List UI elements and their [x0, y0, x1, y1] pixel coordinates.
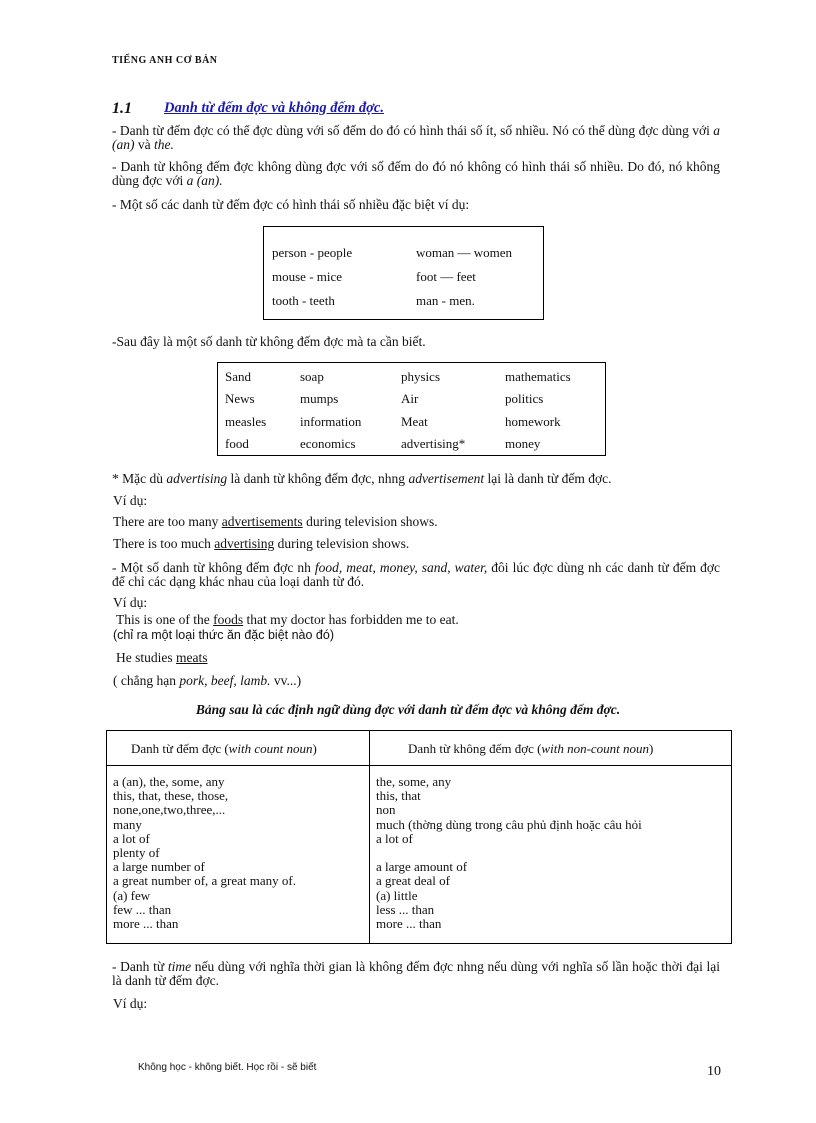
determiner-table	[106, 730, 732, 944]
text-run: - Một số danh từ không đếm đợc nh	[112, 560, 315, 575]
table-cell: mouse - mice	[272, 269, 343, 284]
list-item: a great number of, a great many of.	[113, 873, 297, 889]
underlined-word: foods	[213, 612, 244, 627]
uncountable-determiners	[376, 775, 642, 931]
italic-term: time	[167, 959, 192, 974]
text-run: There are too many	[113, 514, 222, 529]
text-run: Danh từ đếm đợc (	[131, 741, 229, 756]
text-run: * Mặc dù	[112, 471, 167, 486]
table-cell: food	[225, 436, 249, 451]
table-cell: mumps	[300, 391, 339, 406]
example-sentence	[113, 514, 438, 529]
list-item: much (thờng dùng trong câu phủ định hoặc câu hỏi	[376, 816, 642, 832]
paragraph-countable	[112, 124, 720, 152]
underlined-word: advertisements	[221, 514, 303, 529]
list-item: this, that, these, those,	[113, 788, 229, 804]
table-cell: woman — women	[416, 245, 513, 260]
list-item: none,one,two,three,...	[113, 802, 226, 818]
table-caption: Bảng sau là các định ngữ dùng đợc với danh từ đếm đợc và không đếm đợc.	[195, 702, 621, 717]
text-run: đôi lúc đợc dùng nh các danh từ đếm đợc để chỉ các dạng khác nhau của loại danh từ đó.	[112, 560, 720, 589]
italic-term: a (an).	[186, 173, 223, 188]
underlined-word: advertising	[214, 536, 275, 551]
text-run: )	[649, 741, 654, 756]
text-run: Danh từ không đếm đợc (	[408, 741, 542, 756]
section-title: Danh từ đếm đợc và không đếm đợc.	[164, 100, 384, 116]
advertising-note	[112, 471, 611, 487]
list-item: plenty of	[113, 845, 160, 861]
list-item: less ... than	[376, 901, 435, 917]
example-sentence	[116, 612, 459, 627]
table-cell: man - men.	[416, 293, 475, 308]
table-cell: soap	[300, 369, 324, 384]
list-item: more ... than	[113, 916, 179, 932]
text-run: lại là danh từ đếm đợc.	[484, 471, 612, 486]
table-cell: foot — feet	[416, 269, 476, 284]
example-label: Ví dụ:	[113, 996, 148, 1011]
text-run: There is too much	[113, 536, 215, 551]
list-item: a lot of	[113, 830, 150, 846]
uncountable-nouns-table	[217, 362, 606, 456]
list-item: a (an), the, some, any	[113, 774, 225, 789]
table-cell: tooth - teeth	[272, 293, 335, 308]
list-item: (a) few	[113, 887, 151, 903]
list-item: non	[376, 802, 396, 818]
example-explanation: (chỉ ra một loại thức ăn đặc biệt nào đó)	[113, 628, 334, 642]
list-item: this, that	[376, 788, 421, 804]
list-item: few ... than	[113, 901, 172, 917]
table-cell: mathematics	[505, 369, 571, 384]
paragraph-time-noun	[112, 960, 720, 988]
column-header-countable	[131, 741, 317, 757]
text-run: that my doctor has forbidden me to eat.	[243, 612, 459, 627]
underlined-word: meats	[176, 650, 208, 665]
plural-forms-table	[263, 226, 544, 320]
list-item: a lot of	[376, 830, 413, 846]
table-cell: information	[300, 414, 362, 429]
text-run: He studies	[116, 650, 176, 665]
text-run: - Danh từ không đếm đợc không dùng đợc với số đếm do đó nó không có hình thái số nhiều. Do đó, nó không dùng đợc với	[112, 159, 720, 188]
text-run: ( chẳng hạn	[113, 673, 180, 688]
column-header-uncountable	[408, 741, 653, 757]
list-item: the, some, any	[376, 774, 452, 789]
italic-term: advertisement	[408, 471, 485, 486]
example-sentence	[113, 536, 409, 551]
table-cell: money	[505, 436, 541, 451]
table-cell: politics	[505, 391, 544, 406]
text-run: This is one of the	[116, 612, 214, 627]
page-number: 10	[707, 1064, 721, 1079]
section-heading	[112, 100, 384, 118]
table-cell: advertising*	[401, 436, 466, 451]
list-item: more ... than	[376, 916, 442, 932]
list-item: a large number of	[113, 859, 205, 875]
table-cell: person - people	[272, 245, 353, 260]
table-cell: Sand	[225, 369, 251, 384]
paragraph-countable-usage	[112, 561, 720, 589]
column-divider	[369, 731, 370, 943]
table-cell: Meat	[401, 414, 428, 429]
example-label: Ví dụ:	[113, 493, 148, 508]
paragraph-uncountable	[112, 160, 720, 188]
example-explanation	[113, 673, 301, 688]
example-sentence	[116, 650, 208, 665]
table-cell: homework	[505, 414, 561, 429]
italic-term: food, meat, money, sand, water,	[314, 560, 488, 575]
text-run: - Danh từ đếm đợc có thể đợc dùng với số đếm do đó có hình thái số ít, số nhiều. Nó có thể dùng đợc dùng với	[112, 123, 714, 138]
text-run: )	[312, 741, 317, 756]
table-cell: physics	[401, 369, 440, 384]
text-run: nếu dùng với nghĩa thời gian là không đếm đợc nhng nếu dùng với nghĩa số lần hoặc thời đại lại là danh từ đếm đợc.	[112, 959, 721, 988]
text-run: - Danh từ	[112, 959, 168, 974]
list-item	[376, 846, 642, 860]
list-item: (a) little	[376, 887, 418, 903]
list-item: a large amount of	[376, 859, 468, 875]
uncountable-intro: -Sau đây là một số danh từ không đếm đợc mà ta cần biết.	[112, 334, 426, 349]
italic-term: pork, beef, lamb.	[179, 673, 271, 688]
example-label: Ví dụ:	[113, 595, 148, 610]
table-cell: News	[225, 391, 255, 406]
text-run: vv...)	[270, 673, 302, 688]
countable-determiners	[113, 775, 296, 931]
text-run: during television shows.	[274, 536, 410, 551]
italic-term: with count noun	[228, 741, 313, 756]
italic-term: with non-count noun	[541, 741, 650, 756]
header-divider	[107, 765, 731, 766]
paragraph-special-plurals: - Một số các danh từ đếm đợc có hình thái số nhiều đặc biệt ví dụ:	[112, 197, 470, 212]
table-cell: economics	[300, 436, 356, 451]
running-header: TIẾNG ANH CƠ BẢN	[112, 55, 218, 66]
italic-term: the.	[154, 137, 174, 152]
table-cell: measles	[225, 414, 267, 429]
section-number: 1.1	[112, 100, 132, 117]
text-run: và	[134, 137, 154, 152]
footer-motto: Không học - không biết. Học rồi - sẽ biết	[138, 1062, 317, 1073]
italic-term: advertising	[166, 471, 228, 486]
text-run: là danh từ không đếm đợc, nhng	[227, 471, 409, 486]
text-run: during television shows.	[302, 514, 438, 529]
list-item: a great deal of	[376, 873, 450, 889]
table-cell: Air	[401, 391, 419, 406]
italic-term: a (an)	[112, 123, 720, 152]
list-item: many	[113, 816, 142, 832]
